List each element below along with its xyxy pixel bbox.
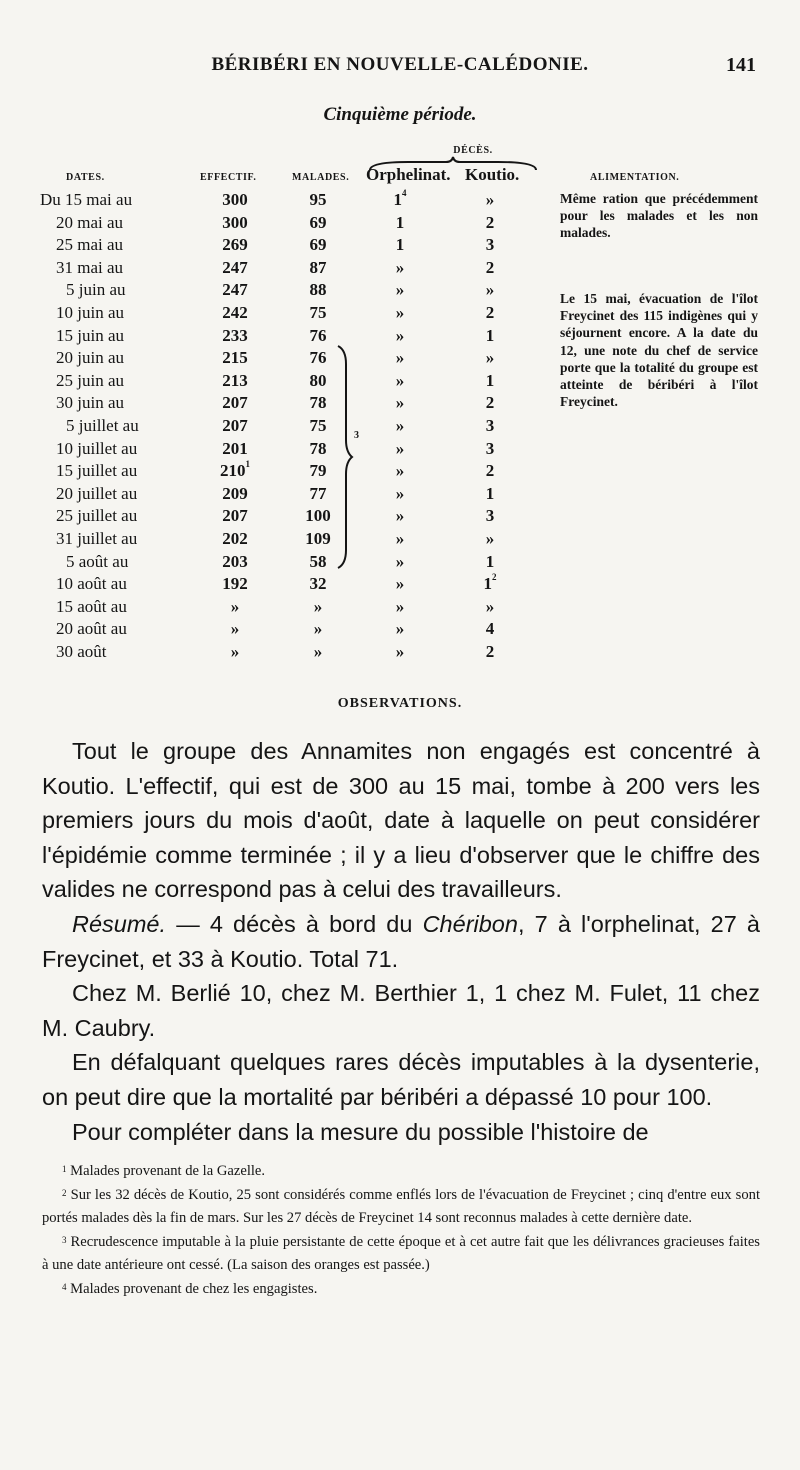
orphelinat-cell: » xyxy=(395,280,405,300)
koutio-cell: 1 xyxy=(485,325,495,345)
header-alimentation: ALIMENTATION. xyxy=(590,172,680,183)
effectif-cell: 269 xyxy=(222,235,248,255)
malades-cell: 76 xyxy=(309,348,327,368)
date-cell: 20 août au xyxy=(56,619,127,639)
koutio-cell: 2 xyxy=(485,461,495,481)
observations-body xyxy=(42,734,760,1149)
footnote-text: Sur les 32 décès de Koutio, 25 sont considérés comme enflés lors de l'évacuation de Freycinet ; cinq d'entre eux sont portés malades dès la fin de mars. Sur les 27 décès de Freycinet 14 sont reconnus malades à cette dernière date. xyxy=(42,1186,760,1227)
date-cell: 5 août au xyxy=(66,551,129,571)
table-row xyxy=(0,484,560,506)
malades-cell: 76 xyxy=(309,325,327,345)
koutio-cell: » xyxy=(485,596,495,616)
table-row xyxy=(0,393,560,415)
koutio-cell: 2 xyxy=(485,257,495,277)
paragraph-4: En défalquant quelques rares décès imputables à la dysenterie, on peut dire que la mortalité par béribéri a dépassé 10 pour 100. xyxy=(42,1049,760,1110)
footnotes xyxy=(42,1160,760,1302)
header-koutio: Koutio. xyxy=(465,165,520,184)
page-number: 141 xyxy=(726,54,756,76)
malades-cell: 69 xyxy=(309,235,327,255)
date-cell: 30 août xyxy=(56,642,107,661)
orphelinat-cell: » xyxy=(395,574,405,594)
koutio-cell: 2 xyxy=(485,212,495,232)
table-row xyxy=(0,506,560,528)
header-orphelinat: Orphelinat. xyxy=(366,165,451,184)
date-cell: 5 juin au xyxy=(66,280,126,300)
effectif-cell: 215 xyxy=(222,348,248,368)
footnote xyxy=(42,1278,760,1302)
effectif-cell: 207 xyxy=(222,393,248,413)
malades-cell: 80 xyxy=(309,370,327,390)
effectif-cell: 247 xyxy=(222,280,248,300)
date-cell: 25 juin au xyxy=(56,370,124,390)
section-title: Cinquième période. xyxy=(323,104,477,125)
observations-title: OBSERVATIONS. xyxy=(337,696,463,711)
date-cell: 5 juillet au xyxy=(66,416,139,435)
malades-cell: 100 xyxy=(305,506,331,526)
paragraph-1: Tout le groupe des Annamites non engagés est concentré à Koutio. L'effectif, qui est de 300 au 15 mai, tombe à 200 vers les premiers jours du mois d'août, date à laquelle on peut considérer l'épidémie comme terminée ; il y a lieu d'observer que le chiffre des valides ne correspond pas à celui des travailleurs. xyxy=(42,738,760,903)
malades-cell: » xyxy=(313,642,323,661)
footnote-mark: 4 xyxy=(62,1281,67,1292)
koutio-cell: 3 xyxy=(485,416,495,435)
alimentation-note-1: Même ration que précédemment pour les malades et les non malades. xyxy=(560,191,758,241)
date-cell: 20 juin au xyxy=(56,348,124,368)
ship-name: Chéribon xyxy=(422,910,518,937)
orphelinat-cell: » xyxy=(395,325,405,345)
malades-cell: » xyxy=(313,619,323,639)
table-row xyxy=(0,597,560,619)
footnote-ref: 1 xyxy=(245,459,250,470)
table-row xyxy=(0,552,560,574)
effectif-cell: 207 xyxy=(222,416,248,435)
koutio-cell: 2 xyxy=(485,303,495,322)
koutio-cell: 2 xyxy=(485,642,495,661)
malades-cell: 87 xyxy=(309,257,327,277)
table-row xyxy=(0,461,560,483)
date-cell: 30 juin au xyxy=(56,393,124,413)
koutio-cell: 1 xyxy=(485,483,495,503)
resume-text-a: — 4 décès à bord du xyxy=(166,910,423,937)
malades-cell: 78 xyxy=(309,438,327,458)
date-cell: 10 juillet au xyxy=(56,438,138,458)
koutio-cell: 4 xyxy=(485,619,495,639)
date-cell: 25 juillet au xyxy=(56,506,138,526)
resume-label: Résumé. xyxy=(72,910,167,937)
effectif-cell: 201 xyxy=(222,438,248,458)
koutio-cell: 3 xyxy=(485,438,495,458)
paragraph-2 xyxy=(42,907,760,976)
table-row xyxy=(0,326,560,348)
orphelinat-cell: » xyxy=(395,506,405,526)
malades-cell: 69 xyxy=(309,212,327,232)
orphelinat-cell: » xyxy=(395,483,405,503)
orphelinat-cell: » xyxy=(395,257,405,277)
orphelinat-cell: » xyxy=(395,461,405,481)
date-cell: 15 juin au xyxy=(56,325,124,345)
koutio-cell: » xyxy=(485,280,495,300)
table-row xyxy=(0,371,560,393)
date-cell: 31 mai au xyxy=(56,257,124,277)
orphelinat-cell: » xyxy=(395,393,405,413)
koutio-cell: 1 xyxy=(485,551,495,571)
date-cell: 15 août au xyxy=(56,596,127,616)
malades-cell: 88 xyxy=(309,280,327,300)
koutio-cell: 3 xyxy=(485,506,495,526)
header-malades: MALADES. xyxy=(292,172,350,183)
table-row xyxy=(0,213,560,235)
table-row xyxy=(0,303,560,325)
effectif-cell: » xyxy=(230,619,240,639)
table-row xyxy=(0,190,560,212)
rows-brace-icon xyxy=(334,344,354,570)
malades-cell: 32 xyxy=(309,574,327,594)
koutio-cell: 2 xyxy=(485,393,495,413)
effectif-cell: 247 xyxy=(222,257,248,277)
date-cell: 20 mai au xyxy=(56,212,124,232)
malades-cell: 58 xyxy=(309,551,327,571)
header-deces: DÉCÈS. xyxy=(453,145,493,156)
malades-cell: » xyxy=(313,596,323,616)
effectif-cell: » xyxy=(230,642,240,661)
table-row xyxy=(0,348,560,370)
orphelinat-cell: » xyxy=(395,529,405,548)
date-cell: 10 août au xyxy=(56,574,127,594)
effectif-cell: 213 xyxy=(222,370,248,390)
orphelinat-cell: » xyxy=(395,596,405,616)
orphelinat-cell: » xyxy=(395,370,405,390)
date-cell: 31 juillet au xyxy=(56,529,138,548)
brace-footnote-mark: 3 xyxy=(354,430,359,441)
paragraph-3: Chez M. Berlié 10, chez M. Berthier 1, 1 chez M. Fulet, 11 chez M. Caubry. xyxy=(42,980,760,1041)
effectif-cell: » xyxy=(230,596,240,616)
malades-cell: 95 xyxy=(309,190,327,209)
malades-cell: 109 xyxy=(305,529,331,548)
orphelinat-cell: » xyxy=(395,438,405,458)
malades-cell: 75 xyxy=(309,416,327,435)
orphelinat-cell: » xyxy=(395,642,405,661)
malades-cell: 78 xyxy=(309,393,327,413)
footnote-text: Malades provenant de la Gazelle. xyxy=(66,1163,266,1179)
koutio-cell: 1 xyxy=(485,370,495,390)
effectif-cell: 202 xyxy=(222,529,248,548)
malades-cell: 75 xyxy=(309,303,327,322)
footnote-mark: 2 xyxy=(62,1187,67,1198)
effectif-cell: 207 xyxy=(222,506,248,526)
footnote xyxy=(42,1160,760,1184)
koutio-cell: » xyxy=(485,529,495,548)
koutio-cell: » xyxy=(485,348,495,368)
header-dates: DATES. xyxy=(66,172,105,183)
orphelinat-cell: » xyxy=(395,348,405,368)
malades-cell: 77 xyxy=(309,483,327,503)
table-row xyxy=(0,235,560,257)
date-cell: 20 juillet au xyxy=(56,483,138,503)
footnote-ref: 4 xyxy=(402,188,407,198)
date-cell: Du 15 mai au xyxy=(40,190,133,209)
orphelinat-cell: 1 xyxy=(395,235,405,255)
orphelinat-cell: » xyxy=(395,416,405,435)
footnote xyxy=(42,1231,760,1278)
resume-text-b: , 7 à l'orphelinat, 27 à Freycinet, et 33 à Koutio. Total 71. xyxy=(42,910,760,972)
footnote xyxy=(42,1184,760,1231)
malades-cell: 79 xyxy=(309,461,327,481)
footnote-mark: 3 xyxy=(62,1234,67,1245)
effectif-cell: 242 xyxy=(222,303,248,322)
effectif-cell: $210^1$ xyxy=(220,459,250,481)
orphelinat-cell: » xyxy=(395,551,405,571)
date-cell: 25 mai au xyxy=(56,235,124,255)
table-row xyxy=(0,642,560,664)
header-effectif: EFFECTIF. xyxy=(200,172,257,183)
orphelinat-cell: » xyxy=(395,619,405,639)
table-row xyxy=(0,619,560,641)
table-row xyxy=(0,416,560,438)
footnote-text: Recrudescence imputable à la pluie persistante de cette époque et à cet autre fait que les délivrances gracieuses faites à une date antérieure ont cessé. (La saison des oranges est passée.) xyxy=(42,1233,760,1274)
orphelinat-cell: » xyxy=(395,303,405,322)
table-row xyxy=(0,439,560,461)
paragraph-5: Pour compléter dans la mesure du possible l'histoire de xyxy=(72,1118,649,1145)
effectif-cell: 192 xyxy=(222,574,248,594)
table-row xyxy=(0,529,560,551)
effectif-cell: 203 xyxy=(222,551,248,571)
table-row xyxy=(0,574,560,596)
footnote-mark: 1 xyxy=(62,1164,67,1174)
table-row xyxy=(0,280,560,302)
koutio-cell: $1^2$ xyxy=(483,572,497,594)
date-cell: 15 juillet au xyxy=(56,461,138,481)
running-header: BÉRIBÉRI EN NOUVELLE-CALÉDONIE. xyxy=(211,54,589,75)
orphelinat-cell: 1 xyxy=(395,212,405,232)
effectif-cell: 233 xyxy=(222,325,248,345)
orphelinat-cell: $1^4$ xyxy=(393,188,407,209)
footnote-ref: 2 xyxy=(492,572,497,583)
effectif-cell: 209 xyxy=(222,483,248,503)
footnote-text: Malades provenant de chez les engagistes. xyxy=(66,1280,318,1297)
koutio-cell: 3 xyxy=(485,235,495,255)
table-row xyxy=(0,258,560,280)
date-cell: 10 juin au xyxy=(56,303,124,322)
koutio-cell: » xyxy=(485,190,495,209)
effectif-cell: 300 xyxy=(222,190,248,209)
alimentation-note-2: Le 15 mai, évacuation de l'îlot Freycinet des 115 indigènes qui y séjournent encore. A la date du 12, une note du chef de service porte que la totalité du groupe est atteinte de béribéri à l'îlot Freycinet. xyxy=(560,291,758,410)
effectif-cell: 300 xyxy=(222,212,248,232)
